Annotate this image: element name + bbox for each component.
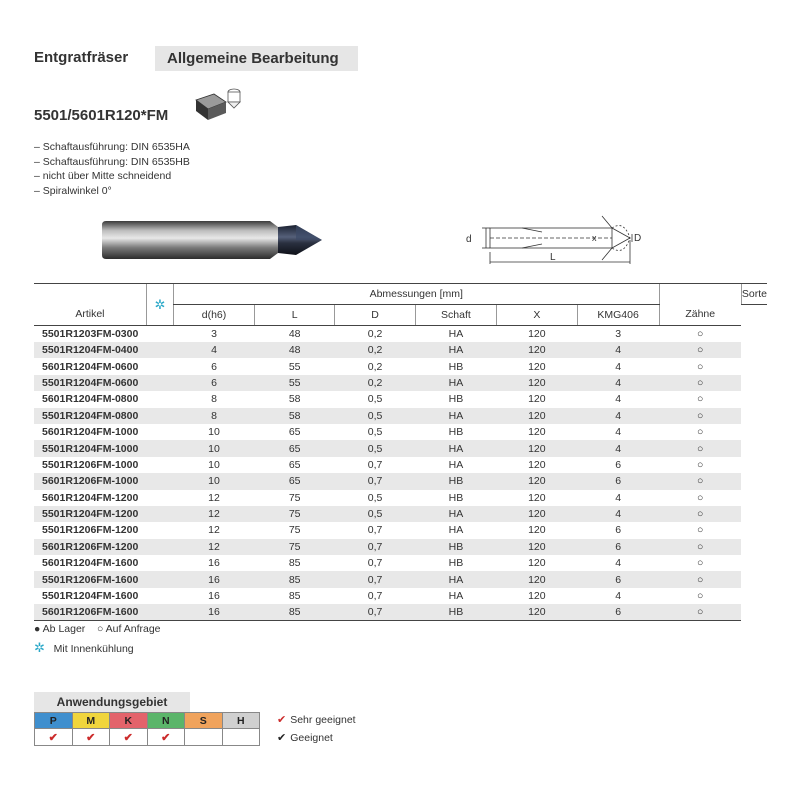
table-row — [34, 539, 767, 555]
col-abmessungen: Abmessungen [mm] — [173, 284, 659, 305]
cell-zaehne: 6 — [577, 571, 659, 587]
cell-x: 120 — [497, 473, 578, 489]
cell-zaehne: 4 — [577, 342, 659, 358]
cell-coolant — [146, 358, 173, 374]
coolant-col-icon: ✲ — [146, 284, 173, 326]
cell-x: 120 — [497, 408, 578, 424]
cell-x: 120 — [528, 524, 546, 537]
cell-dh6: 16 — [208, 590, 220, 603]
cell-artikel: 5501R1206FM-1000 — [42, 458, 139, 471]
col-dh6: d(h6) — [173, 305, 254, 326]
cell-sorte: ○ — [697, 491, 704, 504]
product-code: 5501/5601R120*FM — [34, 107, 169, 124]
cell-sorte: ○ — [659, 571, 741, 587]
cell-D: 0,7 — [367, 524, 383, 537]
cell-schaft: HA — [448, 524, 464, 537]
cell-coolant — [146, 555, 173, 571]
cell-artikel: 5601R1204FM-1600 — [42, 557, 139, 570]
cell-x: 120 — [528, 458, 546, 471]
cell-L: 55 — [288, 360, 301, 373]
col-D: D — [335, 305, 415, 326]
table-row — [34, 408, 767, 424]
cell-L: 85 — [288, 590, 301, 603]
cell-D: 0,5 — [335, 408, 415, 424]
material-s: S — [185, 713, 223, 729]
cell-zaehne: 4 — [577, 375, 659, 391]
legend-very-suitable — [277, 713, 356, 726]
cell-D: 0,7 — [335, 571, 415, 587]
cell-schaft: HB — [448, 360, 464, 373]
spec-item: – Schaftausführung: DIN 6535HA — [34, 141, 190, 153]
dim-d-label: d — [466, 234, 472, 245]
cell-x: 120 — [497, 342, 578, 358]
cell-sorte: ○ — [659, 440, 741, 456]
cell-dh6: 16 — [173, 604, 254, 621]
cell-dh6: 10 — [173, 473, 254, 489]
cell-dh6: 6 — [211, 360, 217, 373]
cell-zaehne: 3 — [615, 328, 622, 340]
cell-artikel: 5601R1204FM-0800 — [42, 393, 139, 406]
cell-coolant — [146, 473, 173, 489]
cell-L: 58 — [288, 393, 301, 406]
cell-coolant — [146, 424, 173, 440]
cell-zaehne: 4 — [577, 506, 659, 522]
col-grade: KMG406 — [577, 305, 659, 326]
cell-dh6: 8 — [211, 393, 217, 406]
cell-sorte: ○ — [697, 524, 704, 537]
cell-x: 120 — [528, 426, 546, 439]
cell-L: 85 — [288, 557, 301, 570]
table-row — [34, 326, 767, 343]
col-zaehne: Zähne — [659, 284, 741, 326]
cell-schaft: HB — [448, 393, 464, 406]
cell-artikel: 5501R1203FM-0300 — [42, 328, 139, 340]
legend-request: ○ Auf Anfrage — [96, 623, 161, 635]
legend-stock: ● Ab Lager — [34, 623, 86, 635]
cell-artikel: 5601R1204FM-1200 — [42, 491, 139, 504]
cell-coolant — [146, 571, 173, 587]
material-mark-n: ✔ — [147, 729, 185, 746]
cell-dh6: 12 — [173, 506, 254, 522]
cell-sorte: ○ — [697, 590, 704, 603]
article-table — [34, 283, 767, 621]
page-title: Entgratfräser — [34, 49, 129, 66]
material-n: N — [147, 713, 185, 729]
cell-sorte: ○ — [697, 360, 704, 373]
material-mark-p: ✔ — [35, 729, 73, 746]
dim-x-label: x — [592, 233, 597, 243]
cell-artikel: 5501R1204FM-0600 — [34, 375, 146, 391]
cell-D: 0,7 — [367, 458, 383, 471]
cell-x: 120 — [497, 440, 578, 456]
cell-schaft: HB — [448, 426, 464, 439]
cell-x: 120 — [528, 557, 546, 570]
cell-artikel: 5601R1206FM-1200 — [34, 539, 146, 555]
cell-dh6: 12 — [208, 491, 220, 504]
cell-zaehne: 4 — [615, 426, 622, 439]
cell-x: 120 — [497, 375, 578, 391]
cell-D: 0,7 — [335, 539, 415, 555]
cell-schaft: HA — [448, 458, 464, 471]
cell-x: 120 — [497, 506, 578, 522]
cell-artikel: 5601R1206FM-1600 — [34, 604, 146, 621]
cell-dh6: 10 — [173, 440, 254, 456]
cell-L: 48 — [255, 342, 335, 358]
cell-zaehne: 6 — [615, 524, 622, 537]
material-p: P — [35, 713, 73, 729]
cell-schaft: HB — [448, 491, 464, 504]
cell-coolant — [146, 457, 173, 473]
cell-artikel: 5501R1204FM-1000 — [34, 440, 146, 456]
cell-schaft: HA — [415, 375, 496, 391]
cell-dh6: 16 — [208, 557, 220, 570]
cell-schaft: HA — [448, 590, 464, 603]
cell-dh6: 12 — [173, 539, 254, 555]
cell-L: 65 — [255, 473, 335, 489]
dim-L-label: L — [550, 252, 556, 263]
cell-schaft: HA — [415, 506, 496, 522]
cell-L: 75 — [288, 491, 301, 504]
cell-L: 85 — [255, 571, 335, 587]
cell-zaehne: 6 — [577, 473, 659, 489]
col-artikel: Artikel — [34, 284, 146, 326]
table-row — [34, 358, 767, 374]
cell-D: 0,2 — [367, 328, 383, 340]
table-row — [34, 473, 767, 489]
table-row — [34, 391, 767, 407]
cell-schaft: HA — [415, 408, 496, 424]
cell-dh6: 12 — [208, 524, 220, 537]
cell-zaehne: 6 — [577, 539, 659, 555]
cell-dh6: 6 — [173, 375, 254, 391]
cell-schaft: HB — [415, 604, 496, 621]
tool-dimension-drawing — [462, 210, 652, 270]
cell-coolant — [146, 539, 173, 555]
cell-D: 0,7 — [335, 473, 415, 489]
legend-very-label: Sehr geeignet — [290, 714, 356, 726]
cell-coolant — [146, 522, 173, 538]
cell-L: 65 — [288, 426, 301, 439]
legend-suitable — [277, 731, 333, 744]
cell-L: 75 — [255, 539, 335, 555]
cell-schaft: HA — [415, 571, 496, 587]
availability-legend — [34, 623, 161, 635]
cell-sorte: ○ — [697, 458, 704, 471]
cell-sorte: ○ — [697, 328, 704, 340]
cell-L: 48 — [288, 328, 301, 340]
workpiece-icon — [192, 82, 244, 124]
cell-x: 120 — [497, 571, 578, 587]
table-row — [34, 342, 767, 358]
cell-coolant — [146, 604, 173, 621]
table-row — [34, 506, 767, 522]
cell-coolant — [146, 326, 173, 343]
legend-coolant: Mit Innenkühlung — [53, 643, 134, 655]
cell-sorte: ○ — [659, 342, 741, 358]
cell-x: 120 — [528, 491, 546, 504]
table-row — [34, 604, 767, 621]
cell-L: 65 — [288, 458, 301, 471]
cell-coolant — [146, 342, 173, 358]
material-m: M — [72, 713, 110, 729]
cell-coolant — [146, 375, 173, 391]
cell-artikel: 5501R1206FM-1600 — [34, 571, 146, 587]
application-title: Anwendungsgebiet — [34, 692, 190, 712]
cell-artikel: 5601R1204FM-1000 — [42, 426, 139, 439]
cell-sorte: ○ — [697, 426, 704, 439]
spec-item: – Spiralwinkel 0° — [34, 184, 112, 197]
cell-artikel: 5501R1204FM-1200 — [34, 506, 146, 522]
cell-L: 75 — [288, 524, 301, 537]
table-row — [34, 555, 767, 571]
cell-dh6: 3 — [211, 328, 217, 340]
cell-x: 120 — [497, 539, 578, 555]
cell-D: 0,2 — [335, 342, 415, 358]
cell-zaehne: 4 — [615, 491, 622, 504]
dim-D-label: D — [634, 233, 642, 244]
col-schaft: Schaft — [415, 305, 496, 326]
cell-x: 120 — [528, 393, 546, 406]
cell-coolant — [146, 490, 173, 506]
cell-coolant — [146, 506, 173, 522]
material-h: H — [222, 713, 260, 729]
cell-sorte: ○ — [697, 557, 704, 570]
coolant-legend — [34, 640, 134, 656]
cell-L: 85 — [255, 604, 335, 621]
cell-artikel: 5501R1206FM-1200 — [42, 524, 139, 537]
cell-L: 75 — [255, 506, 335, 522]
cell-coolant — [146, 391, 173, 407]
cell-D: 0,5 — [367, 491, 383, 504]
cell-D: 0,7 — [367, 557, 383, 570]
cell-sorte: ○ — [659, 408, 741, 424]
cell-sorte: ○ — [659, 375, 741, 391]
check-black-icon: ✔ — [277, 732, 287, 744]
table-row — [34, 490, 767, 506]
table-row — [34, 588, 767, 604]
cell-D: 0,5 — [367, 426, 383, 439]
cell-x: 120 — [497, 604, 578, 621]
spec-list — [34, 140, 190, 198]
table-row — [34, 522, 767, 538]
material-mark-h — [222, 729, 260, 746]
cell-schaft: HA — [415, 342, 496, 358]
cell-D: 0,5 — [367, 393, 383, 406]
cell-artikel: 5501R1204FM-1600 — [42, 590, 139, 603]
material-mark-k: ✔ — [110, 729, 148, 746]
check-red-icon: ✔ — [277, 714, 287, 726]
col-sorte: Sorte — [741, 284, 767, 305]
cell-sorte: ○ — [659, 604, 741, 621]
spec-item: – Schaftausführung: DIN 6535HB — [34, 155, 190, 168]
cell-zaehne: 4 — [615, 393, 622, 406]
cell-x: 120 — [528, 328, 546, 340]
table-row — [34, 571, 767, 587]
cell-artikel: 5601R1206FM-1000 — [34, 473, 146, 489]
cell-D: 0,7 — [335, 604, 415, 621]
tool-photo — [100, 213, 325, 269]
cell-D: 0,2 — [335, 375, 415, 391]
snowflake-icon: ✲ — [34, 640, 45, 655]
cell-schaft: HA — [448, 328, 464, 340]
cell-dh6: 10 — [208, 426, 220, 439]
cell-dh6: 4 — [173, 342, 254, 358]
cell-schaft: HB — [415, 539, 496, 555]
cell-sorte: ○ — [659, 506, 741, 522]
material-k: K — [110, 713, 148, 729]
application-table — [34, 712, 260, 746]
cell-D: 0,5 — [335, 506, 415, 522]
cell-L: 55 — [255, 375, 335, 391]
cell-schaft: HB — [415, 473, 496, 489]
cell-coolant — [146, 408, 173, 424]
cell-D: 0,7 — [367, 590, 383, 603]
cell-L: 65 — [255, 440, 335, 456]
cell-dh6: 16 — [173, 571, 254, 587]
cell-zaehne: 6 — [615, 458, 622, 471]
category-label: Allgemeine Bearbeitung — [155, 46, 358, 71]
cell-schaft: HA — [415, 440, 496, 456]
cell-artikel: 5601R1204FM-0600 — [42, 360, 139, 373]
cell-sorte: ○ — [659, 539, 741, 555]
col-x: X — [497, 305, 578, 326]
spec-item: – nicht über Mitte schneidend — [34, 170, 172, 182]
cell-D: 0,5 — [335, 440, 415, 456]
cell-sorte: ○ — [659, 473, 741, 489]
cell-coolant — [146, 440, 173, 456]
cell-zaehne: 4 — [615, 557, 622, 570]
table-row — [34, 424, 767, 440]
cell-x: 120 — [528, 590, 546, 603]
table-row — [34, 440, 767, 456]
material-mark-s — [185, 729, 223, 746]
cell-dh6: 8 — [173, 408, 254, 424]
legend-suitable-label: Geeignet — [290, 732, 333, 744]
cell-coolant — [146, 588, 173, 604]
cell-zaehne: 4 — [615, 590, 622, 603]
col-L: L — [255, 305, 335, 326]
cell-zaehne: 4 — [615, 360, 622, 373]
cell-zaehne: 6 — [577, 604, 659, 621]
material-mark-m: ✔ — [72, 729, 110, 746]
cell-artikel: 5501R1204FM-0800 — [34, 408, 146, 424]
cell-artikel: 5501R1204FM-0400 — [34, 342, 146, 358]
cell-schaft: HB — [448, 557, 464, 570]
cell-x: 120 — [528, 360, 546, 373]
cell-dh6: 10 — [208, 458, 220, 471]
cell-sorte: ○ — [697, 393, 704, 406]
cell-D: 0,2 — [367, 360, 383, 373]
cell-zaehne: 4 — [577, 408, 659, 424]
table-row — [34, 457, 767, 473]
cell-zaehne: 4 — [577, 440, 659, 456]
table-row — [34, 375, 767, 391]
cell-L: 58 — [255, 408, 335, 424]
